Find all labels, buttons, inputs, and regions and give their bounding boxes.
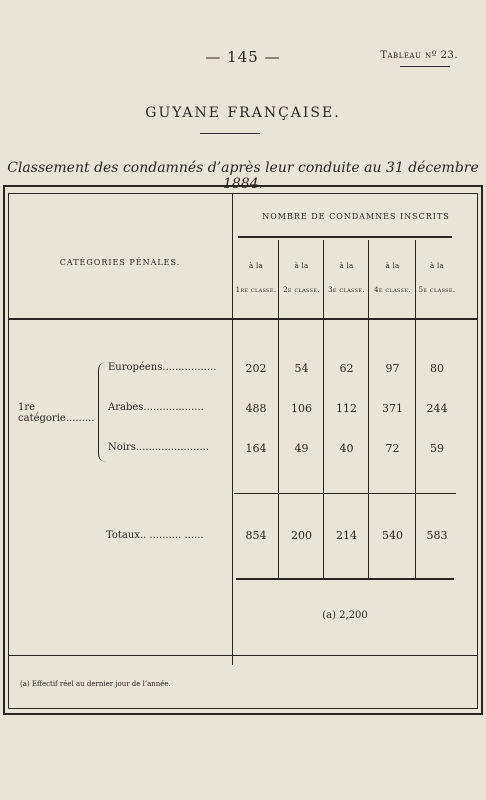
table-cell: 49 xyxy=(294,442,309,455)
table-cell: 106 xyxy=(291,402,312,415)
total-cell: 214 xyxy=(336,529,357,542)
total-cell: 540 xyxy=(382,529,403,542)
table-cell: 54 xyxy=(294,362,309,375)
row-label: Noirs....................... xyxy=(108,442,209,453)
title-rule xyxy=(200,133,260,134)
group-header: NOMBRE DE CONDAMNÉS INSCRITS xyxy=(262,212,450,221)
column-prefix-4: à la xyxy=(385,262,400,270)
table-cell: 164 xyxy=(245,442,267,455)
table-cell: 97 xyxy=(385,362,400,375)
totals-label: Totaux.. .......... ...... xyxy=(106,530,204,541)
total-cell: 854 xyxy=(245,529,267,542)
column-prefix-3: à la xyxy=(339,262,354,270)
row-label: Arabes................... xyxy=(108,402,204,413)
table-cell: 62 xyxy=(339,362,354,375)
category-brace xyxy=(98,362,107,462)
header-rule xyxy=(8,318,478,320)
grand-total: (a) 2,200 xyxy=(322,610,368,621)
col-divider-1 xyxy=(278,240,279,578)
column-header-5: 5e classe. xyxy=(418,286,456,294)
column-prefix-1: à la xyxy=(248,262,263,270)
category-divider xyxy=(232,193,233,665)
table-cell: 40 xyxy=(339,442,354,455)
column-header-2: 2e classe. xyxy=(283,286,320,294)
column-prefix-5: à la xyxy=(429,262,444,270)
table-reference: Tableau nº 23. xyxy=(380,50,458,61)
row-header: CATÉGORIES PÉNALES. xyxy=(59,258,181,267)
totals-rule xyxy=(234,493,456,494)
col-divider-2 xyxy=(323,240,324,578)
page-title: GUYANE FRANÇAISE. xyxy=(145,105,341,121)
col-divider-3 xyxy=(368,240,369,578)
table-cell: 112 xyxy=(336,402,357,415)
table-cell: 59 xyxy=(430,442,444,455)
total-cell: 200 xyxy=(291,529,312,542)
table-reference-rule xyxy=(400,66,450,69)
category-label: 1re catégorie......... xyxy=(18,402,95,424)
page-number: — 145 — xyxy=(205,48,281,66)
table-cell: 80 xyxy=(430,362,444,375)
table-cell: 488 xyxy=(245,402,267,415)
column-header-4: 4e classe. xyxy=(374,286,411,294)
group-brace xyxy=(238,236,452,238)
table-subtitle: Classement des condamnés d’après leur conduite au 31 décembre 1884. xyxy=(7,160,479,192)
col-divider-4 xyxy=(415,240,416,578)
footnote: (a) Effectif réel au dernier jour de l’année. xyxy=(20,680,171,688)
row-label: Européens................. xyxy=(108,362,217,373)
column-header-1: 1re classe. xyxy=(235,286,277,294)
table-cell: 202 xyxy=(245,362,267,375)
grand-total-brace xyxy=(236,578,454,580)
table-cell: 244 xyxy=(426,402,448,415)
footnote-rule xyxy=(8,655,478,656)
total-cell: 583 xyxy=(426,529,448,542)
table-cell: 371 xyxy=(382,402,403,415)
column-header-3: 3e classe. xyxy=(328,286,365,294)
table-cell: 72 xyxy=(385,442,400,455)
column-prefix-2: à la xyxy=(294,262,309,270)
